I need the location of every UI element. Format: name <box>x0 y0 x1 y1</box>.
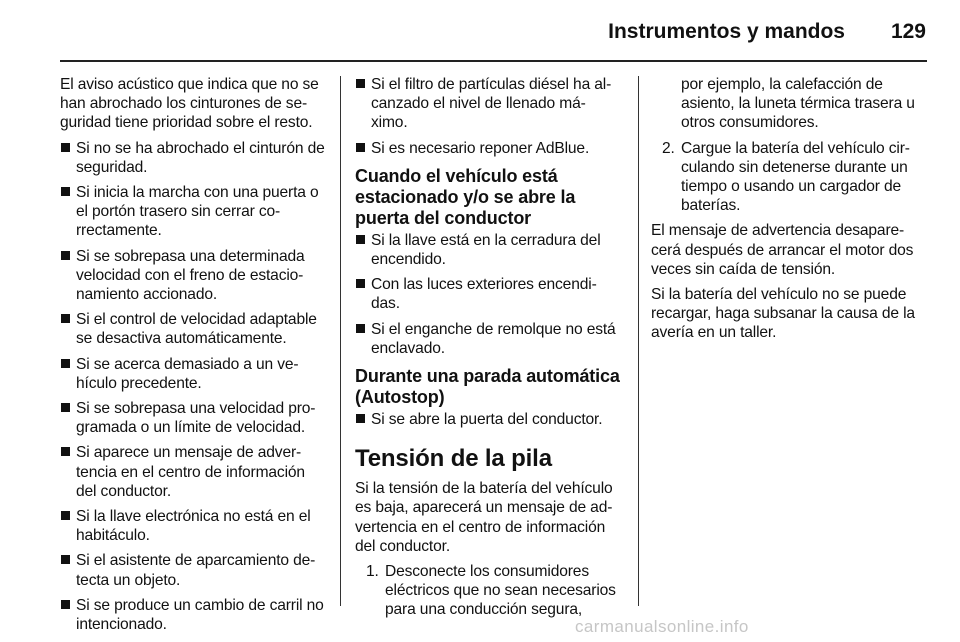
subheading-parked: Cuando el vehículo está estacionado y/o se abre la puerta del conductor <box>355 165 576 228</box>
column-2 <box>355 75 626 626</box>
square-bullet-icon <box>61 555 70 564</box>
square-bullet-icon <box>61 251 70 260</box>
list-item: Si es necesario reponer AdBlue. <box>355 139 626 158</box>
parked-list <box>355 231 626 358</box>
square-bullet-icon <box>356 143 365 152</box>
column-divider-1 <box>340 76 341 606</box>
list-item: Con las luces exteriores encendi- das. <box>355 275 626 313</box>
list-item: Si se abre la puerta del conductor. <box>355 410 626 429</box>
page-number: 129 <box>890 20 926 43</box>
list-item: Si el control de velocidad adaptable se desactiva automáticamente. <box>60 310 326 348</box>
warning-chime-list <box>60 139 326 635</box>
list-item: Si se sobrepasa una determinada velocidad con el freno de estacio- namiento accionado. <box>60 247 326 305</box>
list-item: Si el enganche de remolque no está enclavado. <box>355 320 626 358</box>
square-bullet-icon <box>61 447 70 456</box>
square-bullet-icon <box>356 235 365 244</box>
list-item: Si no se ha abrochado el cinturón de seguridad. <box>60 139 326 177</box>
square-bullet-icon <box>61 187 70 196</box>
steps-list <box>355 562 626 620</box>
subheading-autostop: Durante una parada automática (Autostop) <box>355 366 620 408</box>
section-title: Tensión de la pila <box>355 445 552 473</box>
page-header-title: Instrumentos y mandos <box>608 20 845 43</box>
column-1 <box>60 75 326 640</box>
square-bullet-icon <box>356 79 365 88</box>
square-bullet-icon <box>356 414 365 423</box>
section-paragraph: Si la tensión de la batería del vehículo es baja, aparecerá un mensaje de ad- vertencia en el centro de información del conductor. <box>355 480 613 555</box>
steps-list-continued <box>651 139 927 216</box>
list-item: Si inicia la marcha con una puerta o el portón trasero sin cerrar co- rrectamente. <box>60 183 326 241</box>
list-item: 2. Cargue la batería del vehículo cir- culando sin detenerse durante un tiempo o usando un cargador de baterías. <box>662 139 910 215</box>
paragraph-warning-clears: El mensaje de advertencia desapare- cerá después de arrancar el motor dos veces sin caída de tensión. <box>651 222 914 278</box>
step-number: 2. <box>662 139 675 157</box>
step-number: 1. <box>366 563 379 581</box>
watermark: carmanualsonline.info <box>575 617 749 636</box>
list-item: 1. Desconecte los consumidores eléctricos que no sean necesarios para una conducción segura, <box>366 563 616 619</box>
list-item: Si el filtro de partículas diésel ha al- canzado el nivel de llenado má- ximo. <box>355 75 626 133</box>
square-bullet-icon <box>61 359 70 368</box>
list-item: Si aparece un mensaje de adver- tencia en el centro de información del conductor. <box>60 443 326 501</box>
list-item: Si la llave está en la cerradura del encendido. <box>355 231 626 269</box>
column-3 <box>651 75 927 349</box>
paragraph-workshop: Si la batería del vehículo no se puede recargar, haga subsanar la causa de la avería en un taller. <box>651 286 915 342</box>
list-item: Si se sobrepasa una velocidad pro- gramada o un límite de velocidad. <box>60 399 326 437</box>
intro-paragraph: El aviso acústico que indica que no se han abrochado los cinturones de se- guridad tiene prioridad sobre el resto. <box>60 76 319 132</box>
square-bullet-icon <box>356 279 365 288</box>
list-item: Si el asistente de aparcamiento de- tecta un objeto. <box>60 551 326 589</box>
autostop-list <box>355 410 626 429</box>
list-item: Si se acerca demasiado a un ve- hículo precedente. <box>60 355 326 393</box>
list-item: Si la llave electrónica no está en el habitáculo. <box>60 507 326 545</box>
warning-chime-list-continued <box>355 75 626 158</box>
column-divider-2 <box>638 76 639 606</box>
square-bullet-icon <box>356 324 365 333</box>
square-bullet-icon <box>61 511 70 520</box>
square-bullet-icon <box>61 403 70 412</box>
list-item: Si se produce un cambio de carril no intencionado. <box>60 596 326 634</box>
square-bullet-icon <box>61 143 70 152</box>
header-rule <box>60 60 927 62</box>
step1-continued: por ejemplo, la calefacción de asiento, la luneta térmica trasera u otros consumidores. <box>681 76 915 132</box>
square-bullet-icon <box>61 314 70 323</box>
square-bullet-icon <box>61 600 70 609</box>
